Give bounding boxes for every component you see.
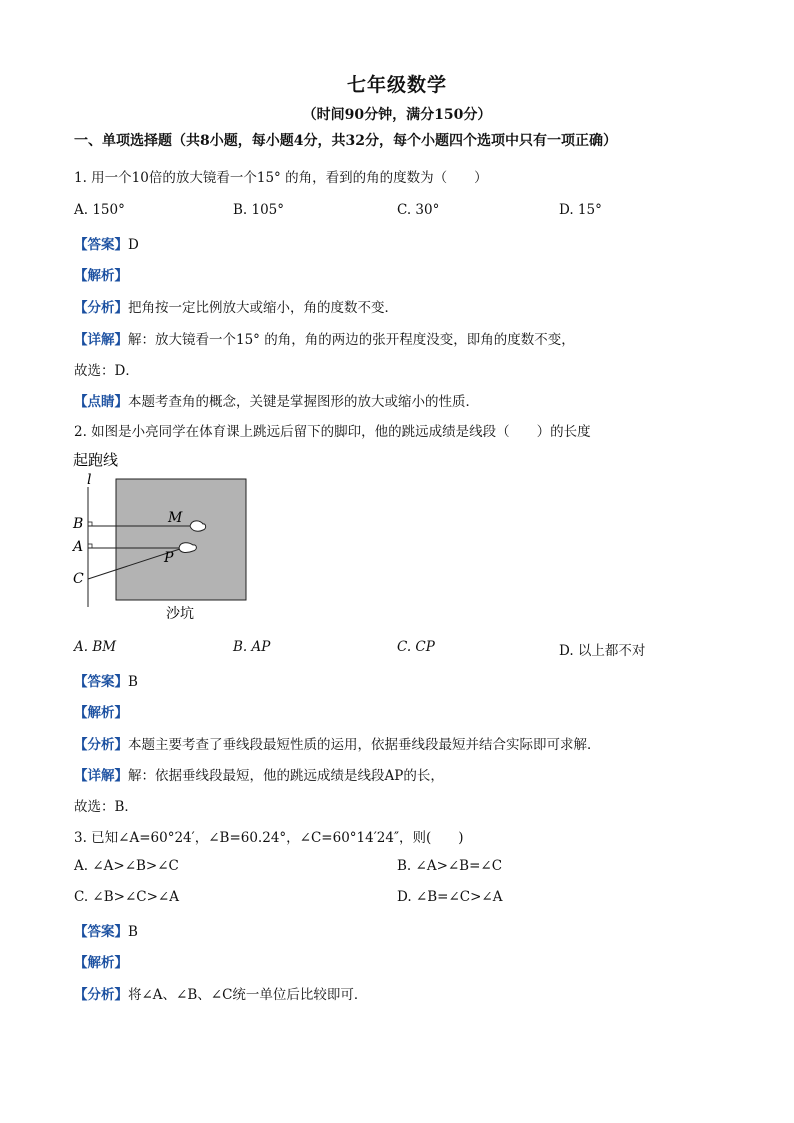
q2-option-b: B. AP [233,639,271,655]
q1-answer-row [74,233,139,253]
page-title: 七年级数学 [346,74,447,96]
right-angle-b [88,522,92,526]
start-line-label: 起跑线 [73,451,119,469]
q3-answer-row [74,920,138,940]
q3-stem: 3. 已知∠A=60°24′，∠B=60.24°，∠C=60°14′24″，则( ) [74,830,464,846]
q1-detail: 解：放大镜看一个15° 的角，角的两边的张开程度没变，即角的度数不变， [128,332,575,348]
q1-fenxi: 把角按一定比例放大或缩小，角的度数不变． [128,300,398,316]
q1-choose: 故选：D． [74,363,139,379]
q1-option-b: B. 105° [233,202,285,218]
q2-fenxi: 本题主要考查了垂线段最短性质的运用，依据垂线段最短并结合实际即可求解． [128,737,601,753]
long-jump-figure [66,447,266,631]
sand-pit-label: 沙坑 [166,606,194,622]
point-b-label: B [73,516,84,532]
q2-fenxi-row [74,733,601,753]
q3-option-c: C. ∠B>∠C>∠A [74,889,179,905]
sand-pit [116,479,246,600]
section-heading: 一、单项选择题（共8小题，每小题4分，共32分，每个小题四个选项中只有一项正确） [74,133,617,149]
q3-fenxi-row [74,983,367,1003]
q1-stem: 1. 用一个10倍的放大镜看一个15° 的角，看到的角的度数为（ ） [74,170,488,186]
q1-answer: D [128,237,139,253]
analysis-tag: 【解析】 [74,955,128,971]
point-a-label: A [73,539,84,555]
q2-detail-row [74,764,444,784]
line-l-label: l [87,472,92,488]
q3-fenxi: 将∠A、∠B、∠C统一单位后比较即可． [128,987,368,1003]
q1-remark: 本题考查角的概念，关键是掌握图形的放大或缩小的性质． [128,394,479,410]
q2-stem: 2. 如图是小亮同学在体育课上跳远后留下的脚印，他的跳远成绩是线段（ ）的长度 [74,424,591,440]
detail-tag: 【详解】 [74,332,128,348]
answer-tag: 【答案】 [74,674,128,690]
q1-option-c: C. 30° [397,202,440,218]
q3-option-b: B. ∠A>∠B=∠C [397,858,503,874]
analysis-tag: 【解析】 [74,705,128,721]
fenxi-tag: 【分析】 [74,300,128,316]
q2-option-c: C. CP [397,639,435,655]
q2-detail: 解：依据垂线段最短，他的跳远成绩是线段AP的长， [128,768,444,784]
fenxi-tag: 【分析】 [74,737,128,753]
q3-option-d: D. ∠B=∠C>∠A [397,889,503,905]
q2-option-d: D. 以上都不对 [559,643,646,659]
q1-detail-row [74,328,575,348]
page-subtitle: （时间90分钟，满分150分） [302,107,492,123]
point-m-label: M [168,510,183,526]
remark-tag: 【点睛】 [74,394,128,410]
q3-analysis-row [74,951,128,971]
q2-choose: 故选：B． [74,799,138,815]
point-c-label: C [73,571,84,587]
q3-option-a: A. ∠A>∠B>∠C [74,858,179,874]
point-p-label: P [164,550,174,566]
q3-answer: B [128,924,138,940]
q1-option-a: A. 150° [74,202,125,218]
q1-option-d: D. 15° [559,202,602,218]
fenxi-tag: 【分析】 [74,987,128,1003]
analysis-tag: 【解析】 [74,268,128,284]
q1-remark-row [74,390,479,410]
q1-fenxi-row [74,296,398,316]
q2-analysis-row [74,701,128,721]
answer-tag: 【答案】 [74,237,128,253]
right-angle-a [88,544,92,548]
q1-analysis-row [74,264,128,284]
detail-tag: 【详解】 [74,768,128,784]
answer-tag: 【答案】 [74,924,128,940]
q2-option-a: A. BM [74,639,117,655]
q2-answer-row [74,670,138,690]
q2-answer: B [128,674,138,690]
